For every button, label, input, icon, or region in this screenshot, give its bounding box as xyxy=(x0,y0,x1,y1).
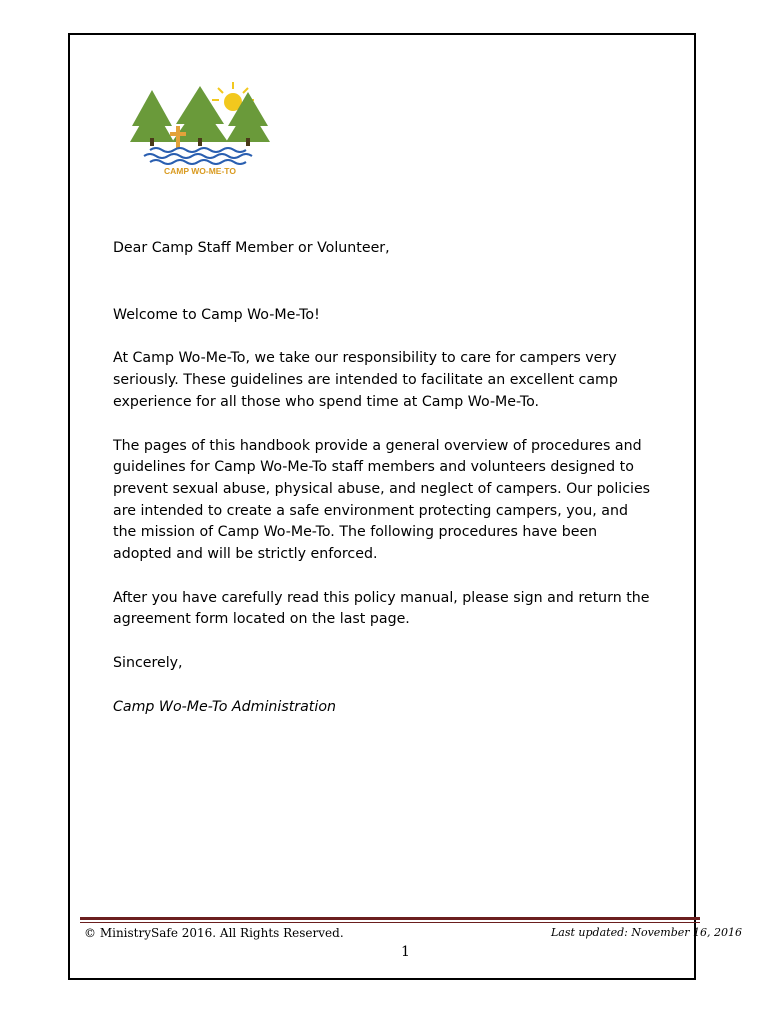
footer-divider-thin xyxy=(80,922,700,923)
letter-body xyxy=(113,238,653,719)
copyright-notice: © MinistrySafe 2016. All Rights Reserved. xyxy=(84,926,344,940)
closing: Sincerely, xyxy=(113,655,183,672)
paragraph-2: The pages of this handbook provide a general overview of procedures and guidelines for Camp Wo-Me-To staff members and volunteers designed to prevent sexual abuse, physical abuse, and neglect of campers. Our policies are intended to create a safe environment protecting campers, you, and the mission of Camp Wo-Me-To. The following procedures have been adopted and will be strictly enforced. xyxy=(113,437,651,563)
signature: Camp Wo-Me-To Administration xyxy=(113,698,336,715)
greeting: Dear Camp Staff Member or Volunteer, xyxy=(113,240,390,256)
logo-text: CAMP WO-ME-TO xyxy=(164,166,236,176)
paragraph-3: After you have carefully read this policy manual, please sign and return the agreement form located on the last page. xyxy=(113,589,650,628)
trees-icon xyxy=(130,86,270,146)
footer-divider xyxy=(80,917,700,920)
page-number: 1 xyxy=(401,944,410,960)
last-updated: Last updated: November 16, 2016 xyxy=(551,926,743,939)
camp-logo xyxy=(130,78,270,178)
welcome-line: Welcome to Camp Wo-Me-To! xyxy=(113,306,320,323)
paragraph-1: At Camp Wo-Me-To, we take our responsibility to care for campers very seriously. These guidelines are intended to facilitate an excellent camp experience for all those who spend time at Camp Wo-Me-To. xyxy=(113,350,618,410)
water-icon xyxy=(144,148,252,164)
